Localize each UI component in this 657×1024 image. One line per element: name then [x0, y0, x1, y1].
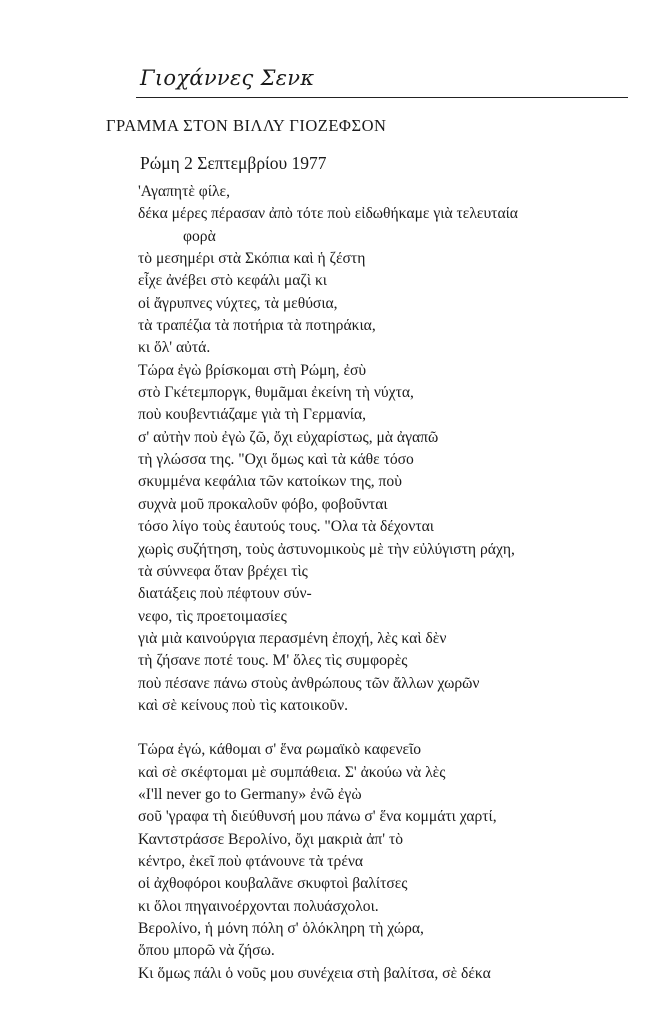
poem-line: χωρὶς συζήτηση, τοὺς ἀστυνομικοὺς μὲ τὴν εὐλύγιστη ράχη, — [138, 540, 515, 558]
poem-line: 'Αγαπητὲ φίλε, — [138, 183, 231, 200]
poem-line: τὰ σύννεφα ὅταν βρέχει τὶς — [138, 562, 308, 580]
poem-line: στὸ Γκέτεμποργκ, θυμᾶμαι ἐκείνη τὴ νύχτα, — [138, 384, 414, 402]
poem-line: οἱ ἀχθοφόροι κουβαλᾶνε σκυφτοὶ βαλίτσες — [138, 875, 408, 893]
poem-line: κέντρο, ἐκεῖ ποὺ φτάνουνε τὰ τρένα — [138, 852, 364, 870]
poem-line: σοῦ 'γραφα τὴ διεύθυνσή μου πάνω σ' ἕνα κομμάτι χαρτί, — [138, 808, 497, 826]
stanza-break — [138, 717, 638, 739]
poem-line: τὴ γλώσσα της. "Οχι ὅμως καὶ τὰ κάθε τόσο — [138, 451, 414, 469]
poem-line: ποὺ πέσανε πάνω στοὺς ἀνθρώπους τῶν ἄλλων χωρῶν — [138, 674, 480, 692]
poem-line: Τώρα ἐγὼ βρίσκομαι στὴ Ρώμη, ἐσὺ — [138, 361, 367, 379]
poem-line: Τώρα ἐγώ, κάθομαι σ' ἕνα ρωμαϊκὸ καφενεῖο — [138, 741, 422, 759]
poem-line: τὴ ζήσανε ποτέ τους. Μ' ὅλες τὶς συμφορὲς — [138, 652, 408, 670]
poem-line: κι ὅλοι πηγαινοέρχονται πολυάσχολοι. — [138, 897, 379, 915]
poem-line: οἱ ἄγρυπνες νύχτες, τὰ μεθύσια, — [138, 294, 338, 312]
poem-line: τόσο λίγο τοὺς ἑαυτούς τους. "Ολα τὰ δέχονται — [138, 518, 434, 536]
poem-title: ΓΡΑΜΜΑ ΣΤΟΝ ΒΙΛΛΥ ΓΙΟΖΕΦΣΟΝ — [106, 116, 387, 135]
poem-line: καὶ σὲ σκέφτομαι μὲ συμπάθεια. Σ' ἀκούω νὰ λὲς — [138, 763, 446, 781]
poem-line: τὸ μεσημέρι στὰ Σκόπια καὶ ἡ ζέστη — [138, 250, 366, 268]
poem-line: γιὰ μιὰ καινούργια περασμένη ἐποχή, λὲς καὶ δὲν — [138, 629, 447, 647]
poem-line: καὶ σὲ κείνους ποὺ τὶς κατοικοῦν. — [138, 696, 349, 714]
poem-line: τὰ τραπέζια τὰ ποτήρια τὰ ποτηράκια, — [138, 317, 376, 335]
header-rule — [136, 97, 628, 98]
poem-line: εἶχε ἀνέβει στὸ κεφάλι μαζὶ κι — [138, 272, 327, 290]
poem-line: διατάξεις ποὺ πέφτουν σύν- — [138, 585, 312, 603]
poem-line: Κι ὅμως πάλι ὁ νοῦς μου συνέχεια στὴ βαλίτσα, σὲ δέκα — [138, 964, 491, 982]
poem-body — [138, 181, 638, 985]
letter-dateline: Ρώμη 2 Σεπτεμβρίου 1977 — [140, 153, 327, 173]
poem-line: Βερολίνο, ἡ μόνη πόλη σ' ὁλόκληρη τὴ χώρα, — [138, 920, 424, 937]
running-header-author: Γιοχάννες Σενκ — [140, 66, 315, 90]
poem-line: νεφο, τὶς προετοιμασίες — [138, 607, 287, 625]
poem-line: ποὺ κουβεντιάζαμε γιὰ τὴ Γερμανία, — [138, 406, 367, 424]
poem-line: σκυμμένα κεφάλια τῶν κατοίκων της, ποὺ — [138, 473, 402, 491]
poem-line: κι ὅλ' αὐτά. — [138, 339, 211, 357]
poem-line: συχνὰ μοῦ προκαλοῦν φόβο, φοβοῦνται — [138, 495, 388, 513]
poem-line: ὅπου μπορῶ νὰ ζήσω. — [138, 942, 275, 960]
poem-line: Καντστράσσε Βερολίνο, ὄχι μακριὰ ἀπ' τὸ — [138, 830, 404, 848]
poem-line-continuation: φορὰ — [183, 227, 216, 245]
poem-line: δέκα μέρες πέρασαν ἀπὸ τότε ποὺ εἰδωθήκαμε γιὰ τελευταία — [138, 205, 518, 223]
poem-line: «I'll never go to Germany» ἐνῶ ἐγὼ — [138, 785, 362, 803]
poem-line: σ' αὐτὴν ποὺ ἐγὼ ζῶ, ὄχι εὐχαρίστως, μὰ ἀγαπῶ — [138, 428, 439, 446]
